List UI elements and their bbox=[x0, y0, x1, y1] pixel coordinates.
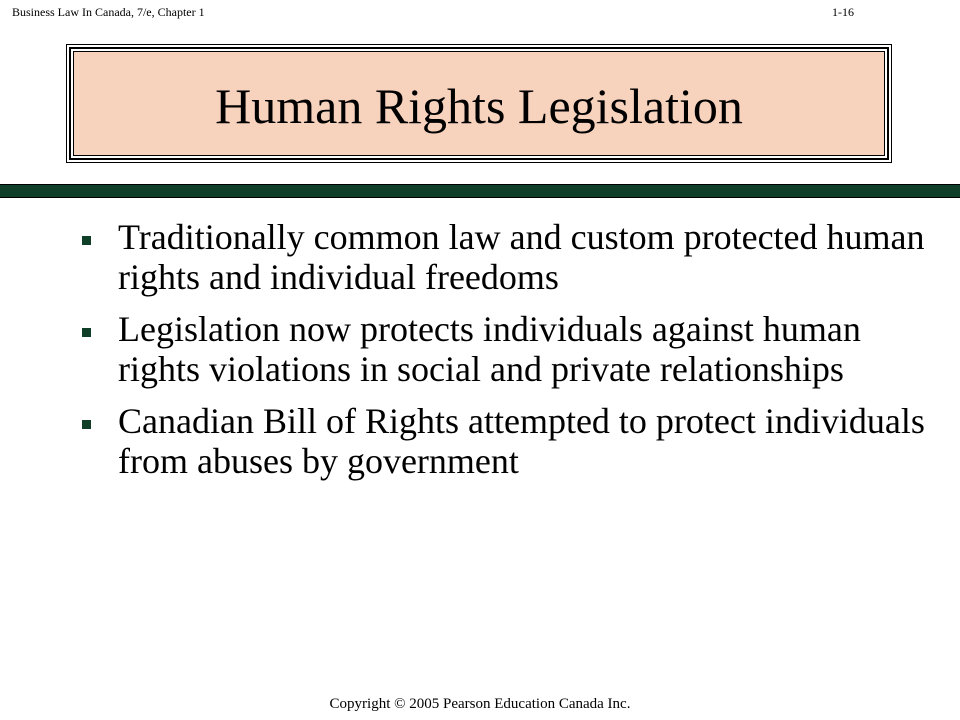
title-box bbox=[66, 44, 892, 163]
bullet-item bbox=[80, 309, 940, 389]
divider-bar bbox=[0, 184, 960, 198]
square-bullet-icon bbox=[82, 420, 91, 429]
title-box-fill bbox=[73, 51, 885, 156]
bullet-text: Canadian Bill of Rights attempted to protect individuals from abuses by government bbox=[118, 401, 925, 481]
bullet-text: Legislation now protects individuals against human rights violations in social and private relationships bbox=[118, 309, 861, 389]
slide-title: Human Rights Legislation bbox=[215, 77, 743, 134]
bullet-item bbox=[80, 401, 940, 481]
title-box-frame bbox=[69, 47, 889, 160]
bullet-text: Traditionally common law and custom protected human rights and individual freedoms bbox=[118, 217, 925, 297]
slide-number: 1-16 bbox=[832, 5, 854, 19]
bullet-item bbox=[80, 217, 940, 297]
square-bullet-icon bbox=[82, 236, 91, 245]
bullet-list bbox=[80, 217, 940, 493]
header-course-title: Business Law In Canada, 7/e, Chapter 1 bbox=[12, 5, 205, 19]
square-bullet-icon bbox=[82, 328, 91, 337]
copyright-footer: Copyright © 2005 Pearson Education Canada Inc. bbox=[329, 696, 631, 712]
